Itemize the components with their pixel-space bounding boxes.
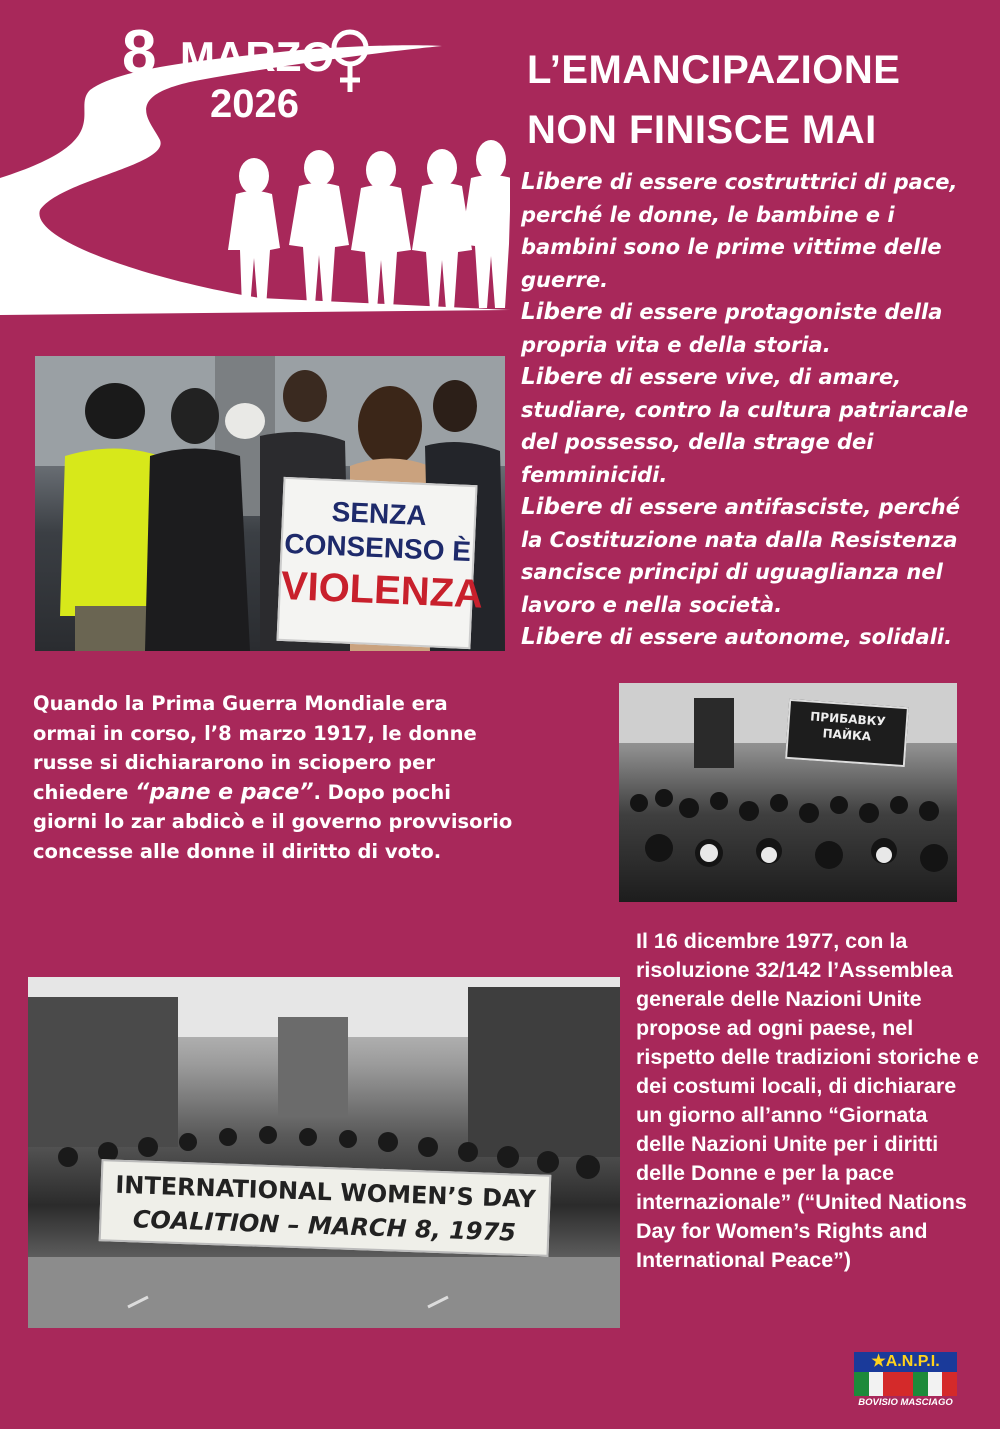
sign-line-3: VIOLENZA	[279, 563, 484, 617]
star-icon: ★	[871, 1353, 886, 1370]
date-month: MARZO	[180, 33, 334, 80]
date-day: 8	[122, 18, 157, 87]
march-1975-photo	[28, 977, 620, 1328]
title-line-1: L’EMANCIPAZIONE	[527, 48, 901, 92]
history-1917-part2: . Dopo pochi giorni lo zar abdicò e il governo provvisorio concesse alle donne il diritto di voto.	[33, 780, 513, 863]
libere-lead: Libere	[521, 624, 603, 650]
libere-item	[521, 361, 981, 491]
libere-lead: Libere	[521, 169, 603, 195]
banner-line-1: INTERNATIONAL WOMEN’S DAY	[114, 1170, 537, 1214]
street-scene	[28, 977, 620, 1328]
anpi-logo-top	[854, 1352, 957, 1372]
libere-item	[521, 491, 981, 621]
sign-line-2: CONSENSO È	[283, 527, 472, 568]
march-1975-banner	[99, 1159, 552, 1257]
russian-banner	[785, 699, 909, 767]
anpi-logo	[854, 1352, 957, 1412]
history-1917-part1: Quando la Prima Guerra Mondiale era ormai in corso, l’8 marzo 1917, le donne russe si dichiararono in sciopero per chiedere	[33, 692, 477, 804]
women-silhouettes	[228, 140, 510, 310]
libere-text: di essere costruttrici di pace, perché le donne, le bambine e i bambini sono le prime vittime delle guerre.	[521, 170, 958, 292]
protest-photo	[35, 356, 505, 651]
history-1977-text: Il 16 dicembre 1977, con la risoluzione 32/142 l’Assemblea generale delle Nazioni Unite propose ad ogni paese, nel rispetto delle tradizioni storiche e dei costumi locali, di dichiarare un giorno all’anno “Giornata delle Nazioni Unite per i diritti delle Donne e per la pace internazionale” (“United Nations Day for Women’s Rights and International Peace”)	[636, 929, 979, 1272]
anpi-logo-name: A.N.P.I.	[885, 1353, 940, 1370]
banner-line-2: COALITION – MARCH 8, 1975	[132, 1205, 517, 1247]
sign-line-1: SENZA	[331, 495, 428, 532]
protest-sign	[277, 477, 484, 649]
libere-lead: Libere	[521, 494, 603, 520]
libere-text: di essere vive, di amare, studiare, contro la cultura patriarcale del possesso, della strage dei femminicidi.	[521, 365, 969, 487]
date-year: 2026	[210, 82, 299, 126]
libere-text: di essere autonome, solidali.	[602, 625, 953, 649]
libere-list	[521, 166, 981, 654]
italian-flag-stripes	[854, 1372, 957, 1396]
anpi-logo-place: BOVISIO MASCIAGO	[858, 1397, 953, 1408]
libere-lead: Libere	[521, 364, 603, 390]
russian-march-photo	[619, 683, 957, 902]
libere-item	[521, 621, 981, 654]
history-1917-text	[33, 689, 513, 866]
history-1917-quote: “pane e pace”	[135, 779, 314, 805]
libere-lead: Libere	[521, 299, 603, 325]
libere-text: di essere protagoniste della propria vita e della storia.	[521, 300, 943, 357]
russian-banner-text: ПРИБАВКУ ПАЙКА	[809, 709, 887, 744]
title-line-2: NON FINISCE MAI	[527, 108, 877, 152]
venus-icon	[334, 32, 366, 92]
libere-item	[521, 166, 981, 296]
libere-item	[521, 296, 981, 361]
libere-text: di essere antifasciste, perché la Costituzione nata dalla Resistenza sancisce principi di uguaglianza nel lavoro e nella società.	[521, 495, 960, 617]
